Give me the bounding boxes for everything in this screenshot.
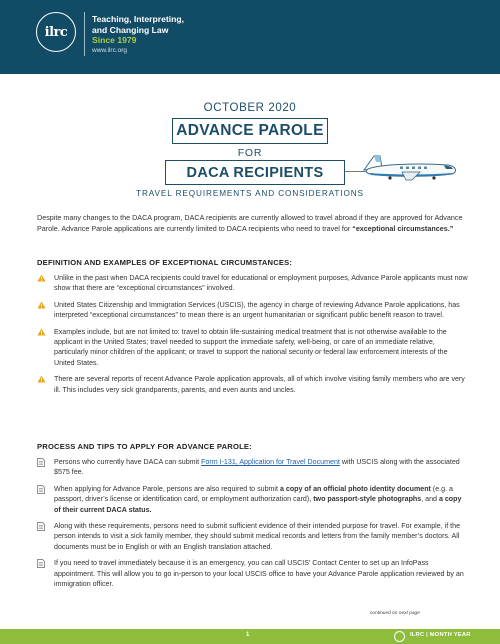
text-segment: (e.g. a passport, driver’s license or identification card, or employment authorization card),	[54, 484, 453, 504]
document-date: OCTOBER 2020	[203, 102, 297, 114]
text-segment-bold: a copy of an official photo identity document	[279, 484, 431, 493]
site-link[interactable]: www.ilrc.org	[92, 46, 128, 54]
continued-note: continued on next page	[370, 611, 420, 616]
text-segment: with USCIS along with the associated $575 fee.	[54, 458, 460, 477]
document-icon	[37, 522, 45, 531]
list-item-text: There are several reports of recent Advance Parole application approvals, all of which involve visiting family members who are very ill. This includes very sick grandparents, parents, and even aunts and uncles.	[54, 375, 465, 394]
tagline-since: Since 1979	[92, 35, 137, 45]
list-item	[37, 484, 469, 515]
logo-text: ilrc	[44, 24, 68, 40]
tagline	[92, 14, 184, 56]
list-item-text: If you need to travel immediately because it is an emergency, you can call USCIS’ Contact Center to set up an InfoPass appointment. This will allow you to go in-person to your local USCIS office to have your Advance Parole application reviewed by an immigration officer.	[54, 559, 464, 589]
section-heading-definitions: DEFINITION AND EXAMPLES OF EXCEPTIONAL CIRCUMSTANCES:	[37, 258, 293, 267]
list-item	[37, 558, 469, 589]
text-segment: , and	[421, 495, 439, 504]
list-item	[37, 374, 469, 395]
page-footer	[0, 629, 500, 644]
list-item-text: Unlike in the past when DACA recipients could travel for educational or employment purposes, Advance Parole applicants must now show that there are “exceptional circumstances” involved.	[54, 274, 468, 293]
title-banner: DACA RECIPIENTS	[165, 160, 345, 185]
form-i131-link[interactable]: Form I-131, Application for Travel Document	[201, 458, 340, 466]
list-item-text	[54, 457, 469, 478]
footer-logo-icon	[394, 631, 405, 642]
text-segment: When applying for Advance Parole, persons are also required to submit	[54, 484, 280, 493]
document-icon	[37, 485, 45, 494]
section-heading-process: PROCESS AND TIPS TO APPLY FOR ADVANCE PAROLE:	[37, 442, 252, 451]
warning-icon	[37, 328, 46, 336]
list-item	[37, 521, 469, 552]
list-item-text: United States Citizenship and Immigration Services (USCIS), the agency in charge of reviewing Advance Parole applications, has interpreted “exceptional circumstances” to mean there is an urgent humanitarian or significant public benefit reason to travel.	[54, 300, 460, 320]
footer-org: ILRC | MONTH YEAR	[410, 632, 471, 638]
warning-icon	[37, 301, 46, 309]
list-item	[37, 273, 469, 294]
warning-icon	[37, 274, 46, 282]
list-item-text: Examples include, but are not limited to: travel to obtain life-sustaining medical treatment that is not otherwise available to the applicant in the United States; travel needed to support the immediate safety, well-being, or care of an immediate relative, particularly minor children of the applicant; or travel to support the national security or federal law enforcement interests of the United States.	[54, 327, 448, 367]
page-number: 1	[246, 632, 250, 638]
process-list	[37, 457, 469, 595]
list-item-text: Along with these requirements, persons need to submit sufficient evidence of their intended purpose for travel. For example, if the person intends to visit a sick family member, they should submit medical records and letters from the family member’s doctors. All documents must be in English or with an English translation attached.	[54, 522, 461, 551]
list-item	[37, 327, 469, 369]
intro-bold: “exceptional circumstances.”	[352, 223, 454, 233]
list-item	[37, 300, 469, 321]
ilrc-logo[interactable]	[36, 12, 76, 52]
warning-icon	[37, 375, 46, 383]
intro-text: Despite many changes to the DACA program, DACA recipients are currently allowed to travel abroad if they are approved for Advance Parole. Advance Parole applications are currently limited to DACA recipients who need to travel for	[37, 213, 463, 233]
tagline-line2: and Changing Law	[92, 24, 169, 35]
list-item	[37, 457, 469, 478]
page-header	[0, 0, 500, 74]
intro-paragraph	[37, 213, 467, 234]
document-icon	[37, 559, 45, 568]
text-segment-bold: two passport-style photographs	[313, 495, 422, 504]
document-subtitle: TRAVEL REQUIREMENTS AND CONSIDERATIONS	[136, 189, 364, 198]
title-for: FOR	[237, 147, 263, 159]
document-title: ADVANCE PAROLE	[172, 118, 328, 144]
text-segment-bold: a copy of their current DACA status.	[54, 495, 462, 514]
text-segment: Persons who currently have DACA can submit	[54, 458, 202, 466]
airplane-icon	[360, 148, 460, 184]
tagline-line1: Teaching, Interpreting,	[92, 14, 184, 24]
document-icon	[37, 458, 45, 467]
definitions-list	[37, 273, 469, 401]
list-item-text	[54, 484, 469, 515]
logo-divider	[84, 12, 85, 56]
